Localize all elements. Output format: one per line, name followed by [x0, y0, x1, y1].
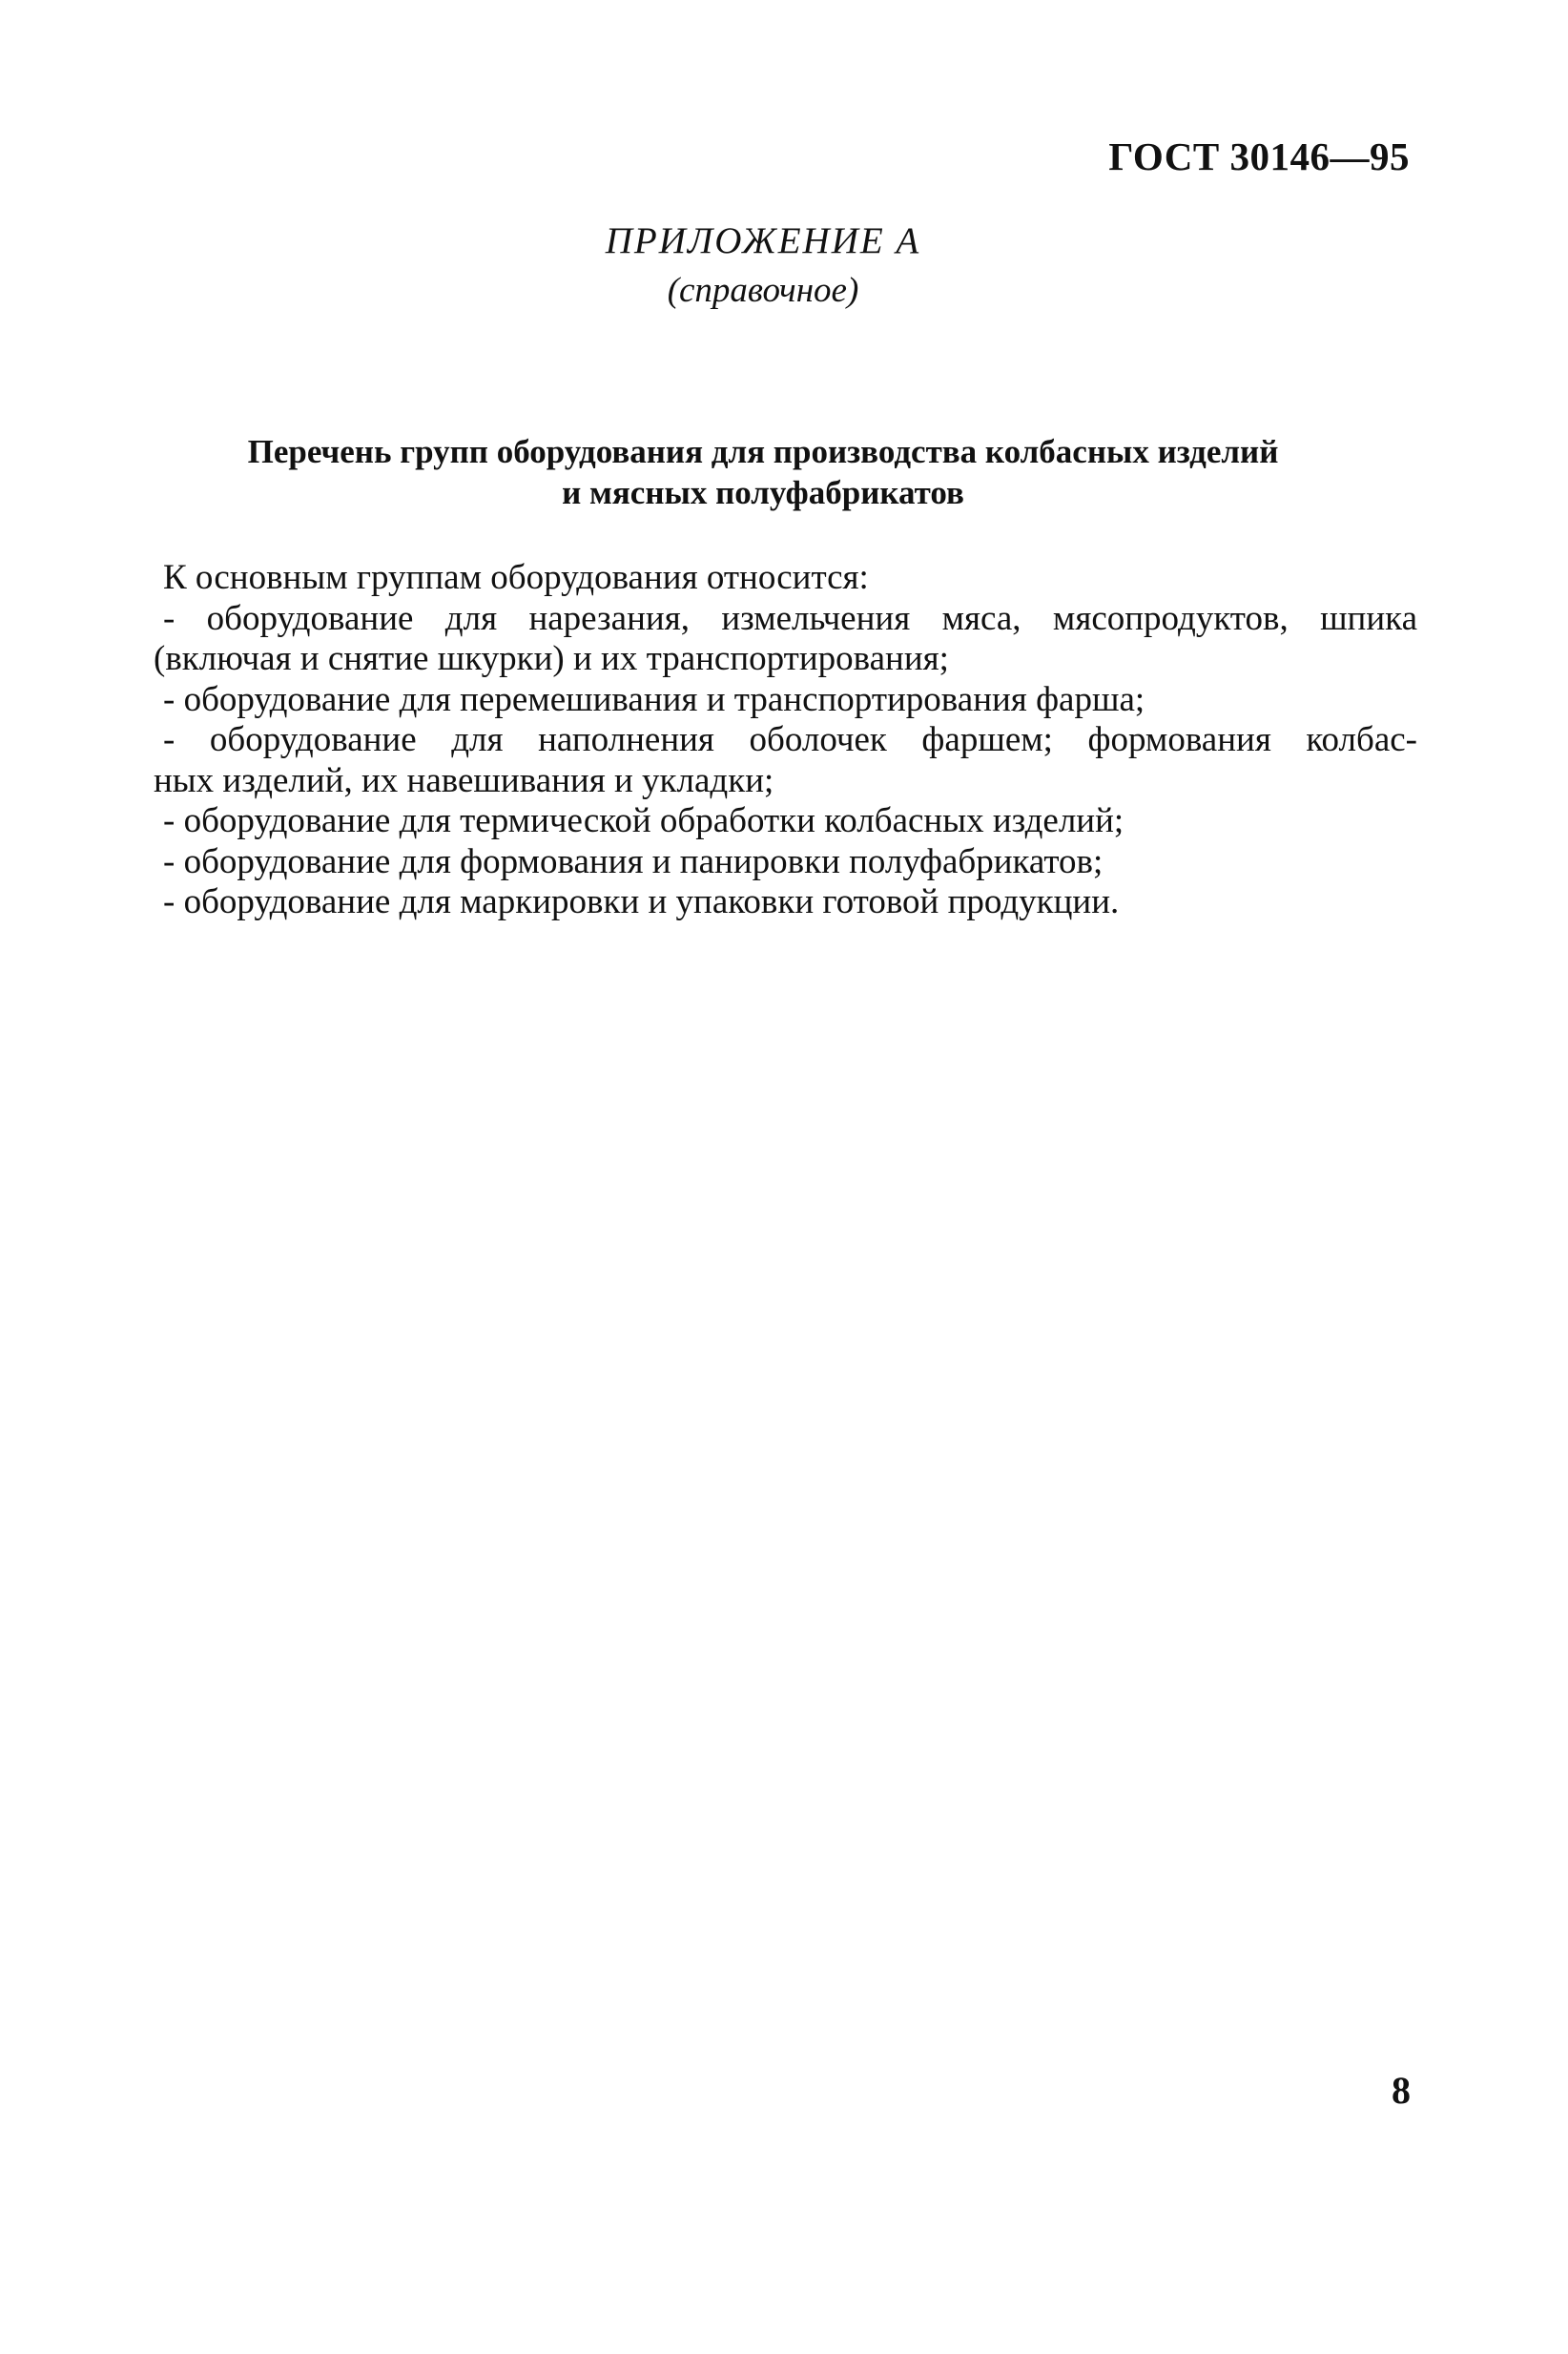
list-item: - оборудование для перемешивания и транспортирования фарша; — [163, 679, 1145, 719]
section-heading — [0, 431, 1526, 513]
list-item-continuation: ных изделий, их навешивания и укладки; — [154, 760, 774, 800]
page-number: 8 — [1392, 2069, 1411, 2112]
list-item: - оборудование для формования и панировки полуфабрикатов; — [163, 841, 1104, 881]
section-heading-line-2: и мясных полуфабрикатов — [562, 474, 964, 511]
list-item: - оборудование для термической обработки колбасных изделий; — [163, 801, 1124, 840]
document-code: ГОСТ 30146—95 — [1108, 134, 1410, 178]
section-heading-line-1: Перечень групп оборудования для производства колбасных изделий — [247, 433, 1279, 470]
appendix-title: ПРИЛОЖЕНИЕ А — [605, 220, 921, 261]
appendix-type: (справочное) — [667, 271, 859, 310]
body-text — [154, 558, 1417, 923]
list-item: - оборудование для маркировки и упаковки готовой продукции. — [163, 882, 1120, 921]
list-item: - оборудование для наполнения оболочек фаршем; формования колбас- — [163, 720, 1417, 759]
list-item-continuation: (включая и снятие шкурки) и их транспортирования; — [154, 639, 949, 678]
intro-paragraph: К основным группам оборудования относится: — [163, 558, 869, 597]
list-item: - оборудование для нарезания, измельчения мяса, мясопродуктов, шпика — [163, 598, 1417, 638]
